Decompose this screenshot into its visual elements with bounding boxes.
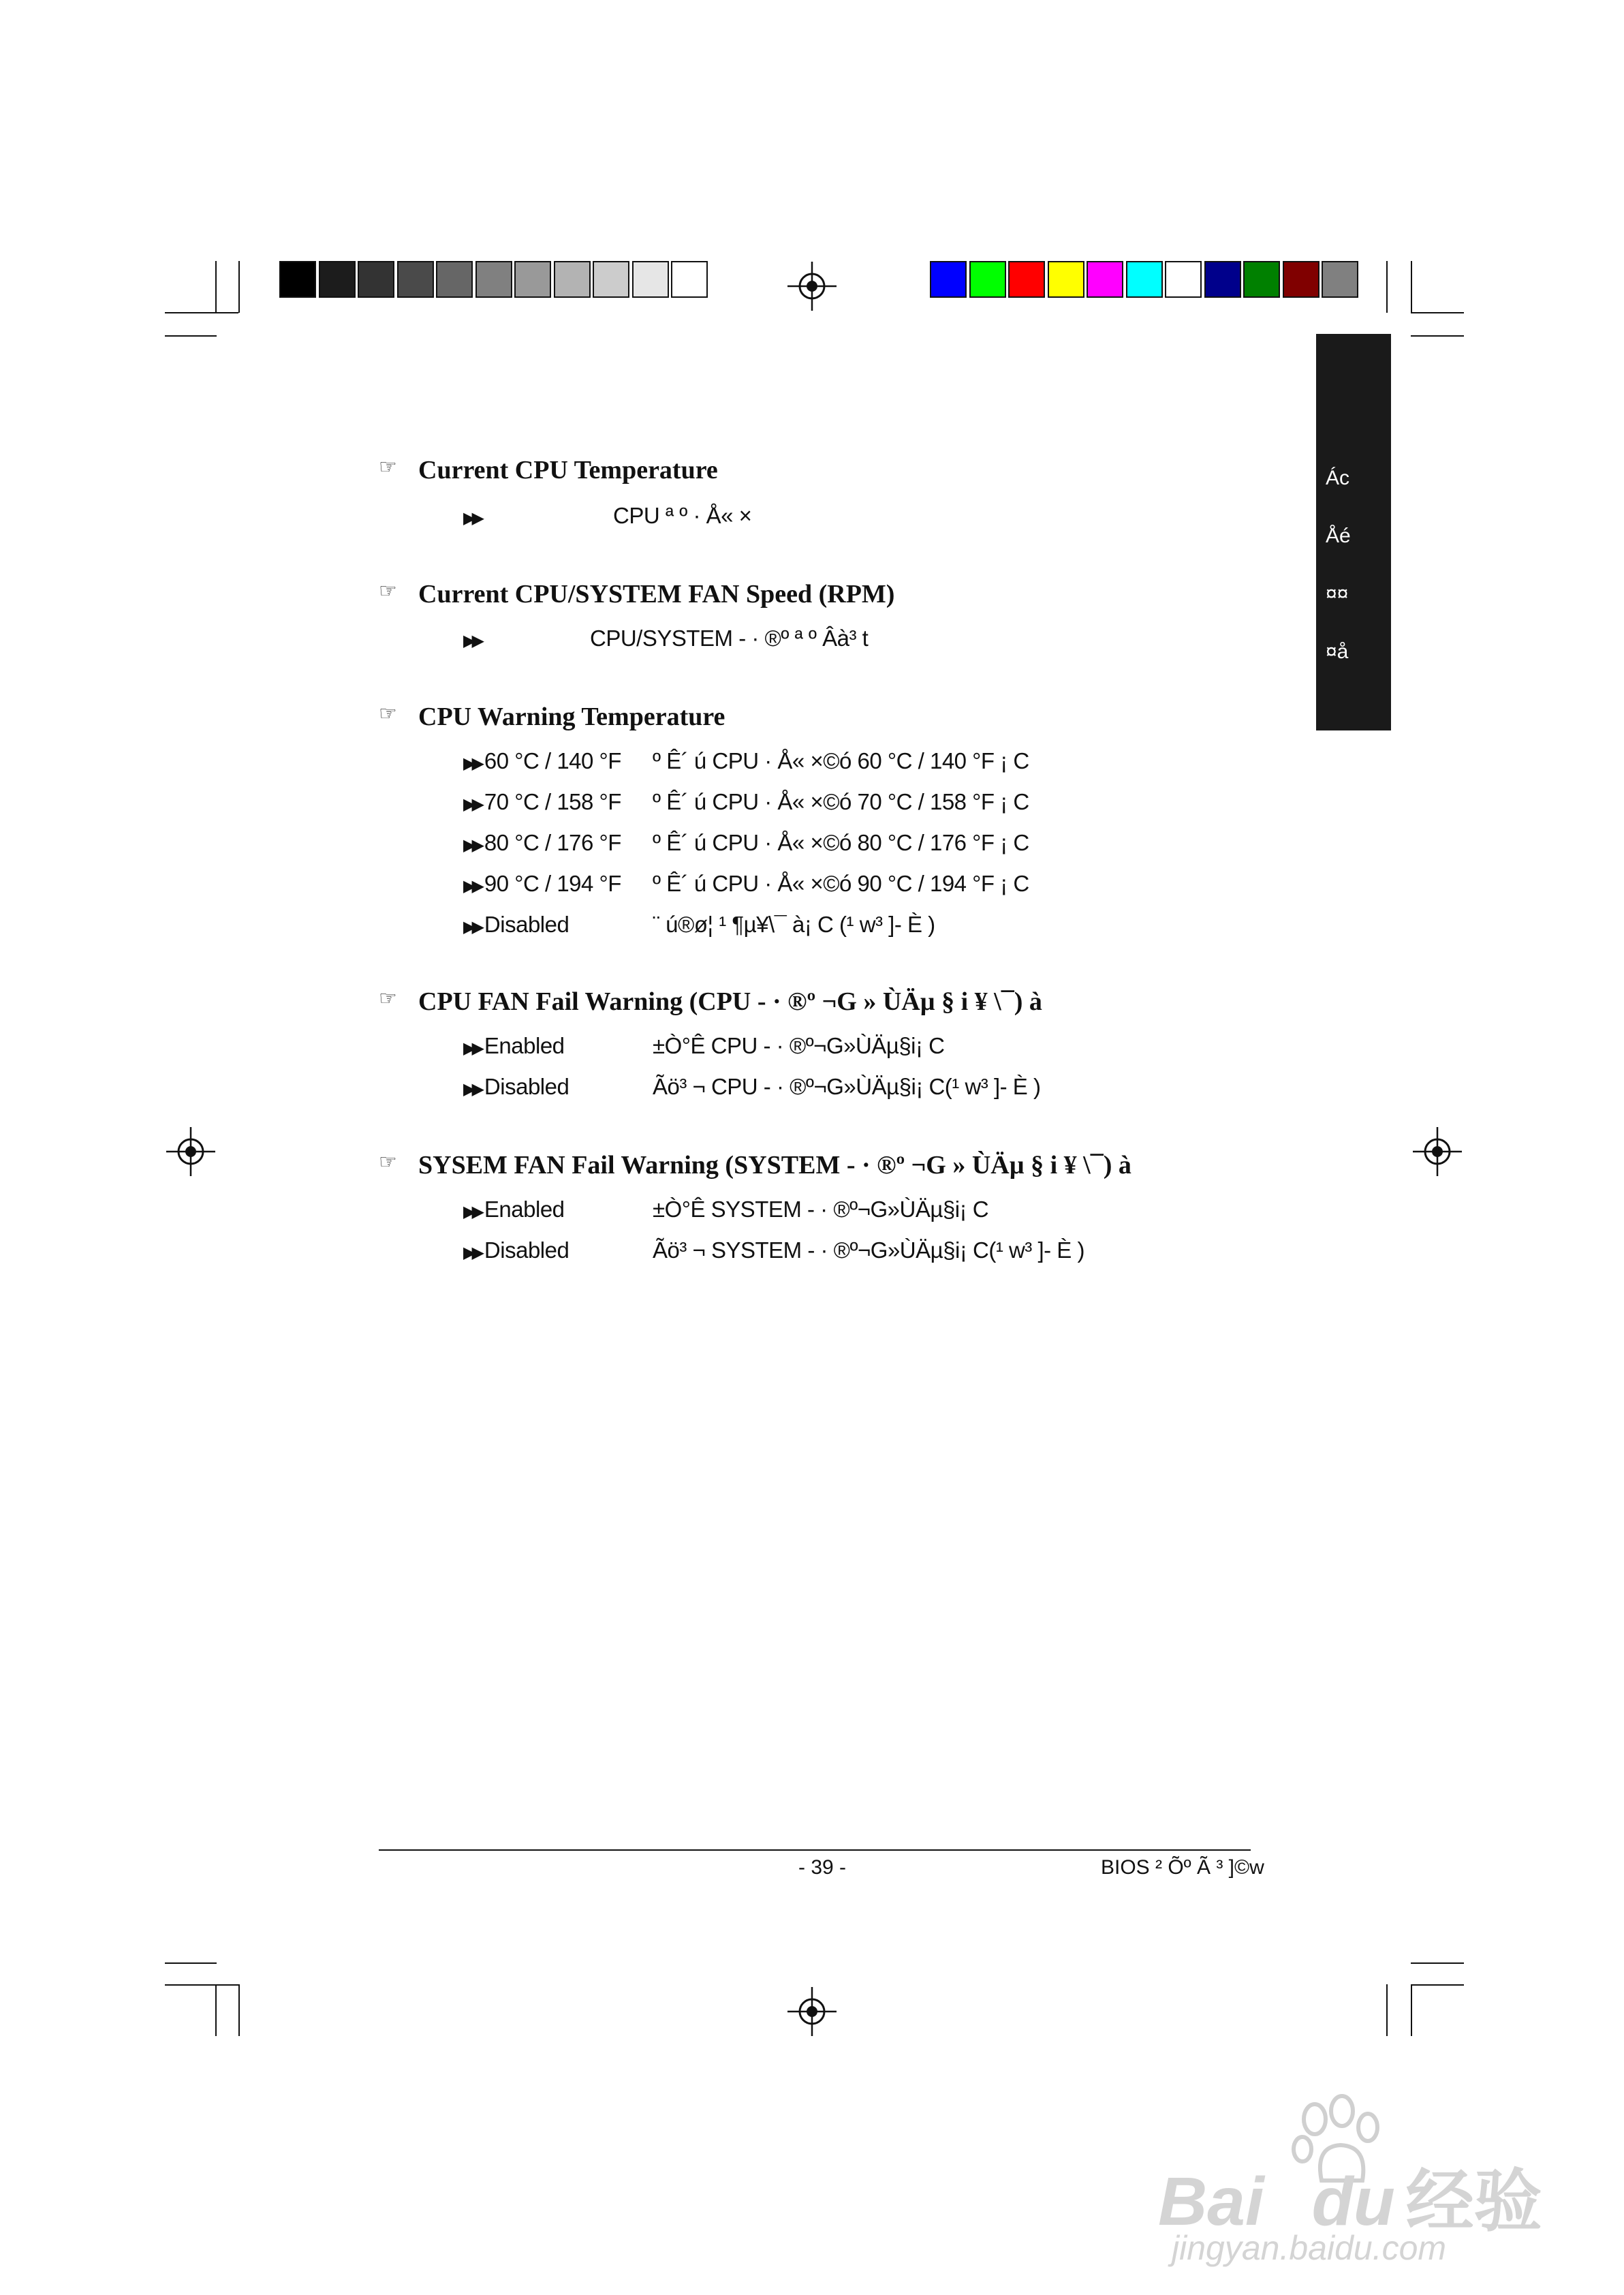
baidu-jingyan-watermark [1158,2092,1580,2269]
registration-mark-bottom [785,1984,839,2039]
footer-book-title: BIOS ² Õº Ã ³ ]©w [1101,1856,1264,1879]
color-swatch [358,261,394,298]
double-arrow-icon: ▶▶ [463,918,480,936]
option-row: ▶▶ 70 °C / 158 °F [463,789,621,814]
color-swatch [593,261,629,298]
watermark-cn: 经验 [1405,2163,1542,2240]
double-arrow-icon: ▶▶ [463,877,480,895]
color-swatch [279,261,316,298]
side-tab-char: Åé [1326,525,1351,547]
option-row: ▶▶ 90 °C / 194 °F [463,871,621,896]
color-swatch [1008,261,1045,298]
color-swatch [1243,261,1280,298]
double-arrow-icon: ▶▶ [463,836,480,854]
option-description: º Ê´ ú CPU · Å« ×©ó 80 °C / 176 °F ¡ C [653,830,1029,855]
registration-mark-right [1410,1124,1465,1179]
double-arrow-icon: ▶▶ [463,754,480,773]
color-swatch [397,261,434,298]
pointing-hand-icon: ☞ [379,580,397,602]
footer-rule [379,1849,1251,1851]
option-row: ▶▶ Disabled [463,1237,569,1263]
double-arrow-icon: ▶▶ [463,509,480,527]
pointing-hand-icon: ☞ [379,703,397,725]
section-heading: SYSEM FAN Fail Warning (SYSTEM - · ®º ¬G » ÙÄµ § i ¥ \¯) à [418,1151,1131,1180]
option-description: ±Ò°Ê CPU - · ®º¬G»ÙÄµ§i¡ C [653,1033,945,1058]
option-row: ▶▶ Disabled [463,912,569,937]
color-swatch [554,261,591,298]
side-tab-char: Ác [1326,467,1350,489]
option-description: º Ê´ ú CPU · Å« ×©ó 60 °C / 140 °F ¡ C [653,748,1029,773]
section-heading: Current CPU/SYSTEM FAN Speed (RPM) [418,580,895,609]
registration-mark-left [163,1124,218,1179]
option-row: ▶▶ Disabled [463,1074,569,1099]
color-swatch [671,261,708,298]
color-swatch [1048,261,1084,298]
section-heading: CPU Warning Temperature [418,703,725,731]
color-swatch [632,261,669,298]
double-arrow-icon: ▶▶ [463,632,480,650]
side-tab-char: ¤å [1326,641,1349,663]
watermark-brand-2: du [1311,2163,1395,2240]
color-swatch [319,261,356,298]
option-row: ▶▶ Enabled [463,1197,565,1222]
option-description: ¨ ú®ø¦ ¹ ¶µ¥\¯ à¡ C (¹ w³ ]- È ) [653,912,935,937]
watermark-brand: Bai [1158,2163,1264,2240]
option-row: ▶▶ Enabled [463,1033,565,1058]
pointing-hand-icon: ☞ [379,456,397,478]
double-arrow-icon: ▶▶ [463,795,480,814]
option-description: CPU/SYSTEM - · ®º ª º Âà³ t [590,626,869,651]
option-description: ±Ò°Ê SYSTEM - · ®º¬G»ÙÄµ§i¡ C [653,1197,989,1222]
section-heading: Current CPU Temperature [418,456,718,484]
option-row: ▶▶ 60 °C / 140 °F [463,748,621,773]
page-number: - 39 - [798,1856,847,1879]
color-swatch [969,261,1006,298]
color-swatch [1165,261,1202,298]
color-swatch [1126,261,1163,298]
option-description: CPU ª º · Å« × [613,503,752,528]
color-swatch [1322,261,1358,298]
option-row [463,626,484,651]
pointing-hand-icon: ☞ [379,1151,397,1173]
double-arrow-icon: ▶▶ [463,1080,480,1098]
section-heading: CPU FAN Fail Warning (CPU - · ®º ¬G » ÙÄµ § i ¥ \¯) à [418,987,1042,1016]
double-arrow-icon: ▶▶ [463,1244,480,1262]
color-swatch [1204,261,1241,298]
option-row: ▶▶ 80 °C / 176 °F [463,830,621,855]
registration-mark-top [785,259,839,313]
option-row [463,503,484,529]
watermark-url: jingyan.baidu.com [1172,2229,1447,2267]
color-swatch [930,261,967,298]
pointing-hand-icon: ☞ [379,987,397,1010]
option-description: º Ê´ ú CPU · Å« ×©ó 90 °C / 194 °F ¡ C [653,871,1029,896]
chapter-side-tab [1316,334,1391,730]
option-description: º Ê´ ú CPU · Å« ×©ó 70 °C / 158 °F ¡ C [653,789,1029,814]
color-swatch [1283,261,1320,298]
color-swatch [475,261,512,298]
option-description: Ãö³ ¬ CPU - · ®º¬G»ÙÄµ§i¡ C(¹ w³ ]- È ) [653,1074,1041,1099]
color-swatch [1087,261,1123,298]
double-arrow-icon: ▶▶ [463,1039,480,1058]
color-swatch [436,261,473,298]
double-arrow-icon: ▶▶ [463,1203,480,1221]
option-description: Ãö³ ¬ SYSTEM - · ®º¬G»ÙÄµ§i¡ C(¹ w³ ]- È ) [653,1237,1084,1263]
color-swatch [514,261,551,298]
side-tab-char: ¤¤ [1326,583,1349,605]
